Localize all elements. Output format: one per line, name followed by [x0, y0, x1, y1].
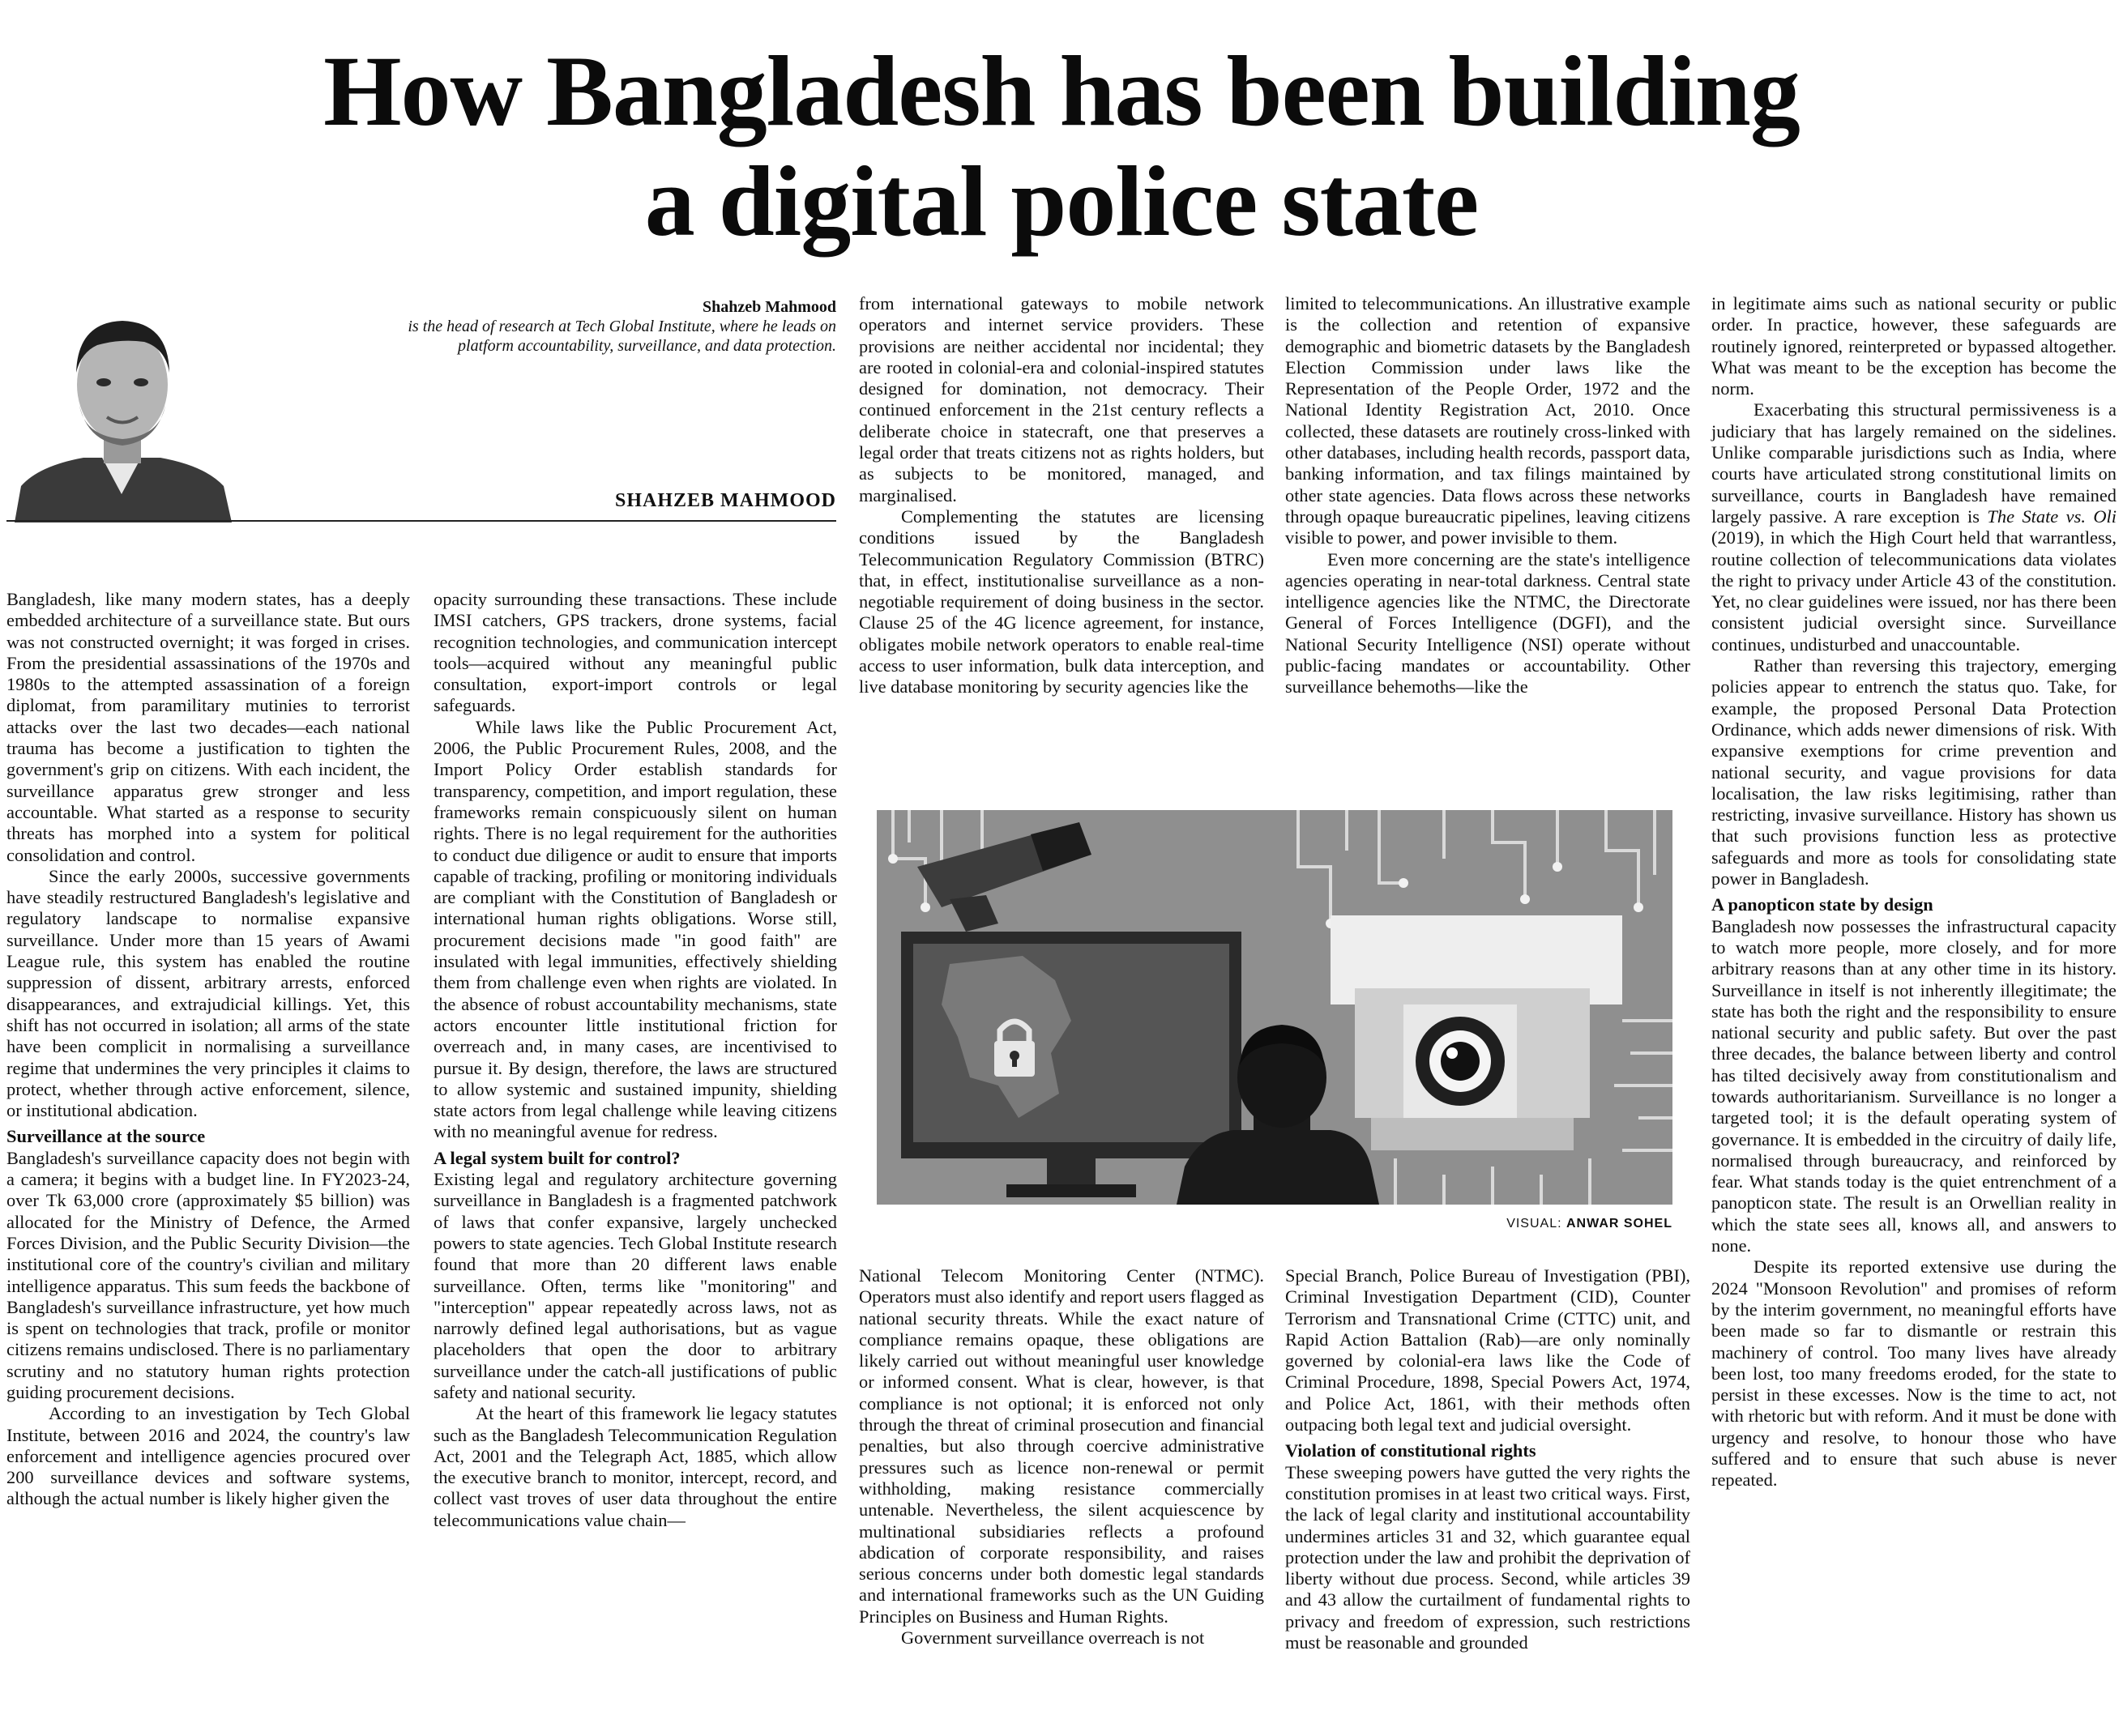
section-heading: Surveillance at the source — [6, 1126, 206, 1147]
article-column-3-top — [859, 293, 1264, 698]
section-heading: A legal system built for control? — [434, 1147, 681, 1168]
author-bio-line-2: platform accountability, surveillance, and data protection. — [458, 337, 836, 355]
paragraph-text: (2019), in which the High Court held that warrantless, routine collection of telecommunications data violates the right to privacy under Article 43 of the constitution. Yet, no clear guidelines were issued, nor has there been consistent judicial oversight since. Surveillance continues, undisturbed and unaccountable. — [1711, 527, 2117, 655]
paragraph: While laws like the Public Procurement Act, 2006, the Public Procurement Rules, 2008, and the Import Policy Order establish standards for transparency, competition, and import regulation, these frameworks remain conspicuously silent on human rights. There is no legal requirement for the authorities to conduct due diligence or audit to ensure that imports capable of tracking, profiling or monitoring individuals are compliant with the Constitution of Bangladesh or international human rights obligations. Worse still, procurement decisions made "in good faith" are insulated with legal immunities, effectively shielding them from challenge even when rights are violated. In the absence of robust accountability mechanisms, state actors encounter little institutional friction for overreach and, in many cases, are incentivised to pursue it. By design, therefore, the laws are structured to allow systemic and sustained impunity, shielding state actors from legal challenge while leaving citizens with no meaningful avenue for redress. — [434, 716, 837, 1142]
article-column-5 — [1711, 293, 2117, 1491]
paragraph: Since the early 2000s, successive governments have steadily restructured Bangladesh's legislative and regulatory landscape to normalise expansive surveillance. Under more than 15 years of Awami League rule, this system has enabled the routine suppression of dissent, arbitrary arrests, enforced disappearances, and extrajudicial killings. Yet, this shift has not occurred in isolation; all arms of the state have been complicit in normalising a surveillance regime that undermines the very principles it claims to protect, whether through active enforcement, silence, or institutional abdication. — [6, 865, 410, 1121]
paragraph: Bangladesh's surveillance capacity does not begin with a camera; it begins with a budget line. In FY2023-24, over Tk 63,000 crore (approximately $5 billion) was allocated for the Ministry of Defence, the Armed Forces Division, and the Public Security Division—the institutional core of the country's civilian and military intelligence apparatus. This sum feeds the backbone of Bangladesh's surveillance infrastructure, yet how much is spent on technologies that track, profile or monitor citizens remains undisclosed. There is no parliamentary scrutiny and no statutory human rights protection guiding procurement decisions. — [6, 1147, 410, 1402]
image-credit — [1378, 1217, 1672, 1231]
paragraph: Despite its reported extensive use during the 2024 "Monsoon Revolution" and promises of reform by the interim government, no meaningful efforts have been made so far to dismantle or restrain this machinery of control. Too many lives have already been lost, too many freedoms eroded, for the state to persist in these excesses. Now is the time to act, not with rhetoric but with reform. And it must be done with urgency and resolve, to honour those who have suffered and to ensure that such abuse is never repeated. — [1711, 1256, 2117, 1491]
credit-label: VISUAL: — [1506, 1217, 1562, 1231]
article-column-1 — [6, 589, 410, 1510]
byline-divider — [6, 520, 836, 522]
paragraph: National Telecom Monitoring Center (NTMC). Operators must also identify and report users flagged as national security threats. While the exact nature of compliance remains opaque, these obligations are likely carried out without meaningful user knowledge or informed consent. What is clear, however, is that compliance is not optional; it is enforced not only through the threat of criminal prosecution and financial penalties, but also through coercive administrative pressures such as licence non-renewal or permit withholding, making resistance commercially untenable. Nevertheless, the silent acquiescence by multinational subsidiaries reflects a profound abdication of corporate responsibility, and raises serious concerns under both domestic legal standards and international frameworks such as the UN Guiding Principles on Business and Human Rights. — [859, 1265, 1264, 1627]
paragraph — [1711, 399, 2117, 655]
paragraph: opacity surrounding these transactions. These include IMSI catchers, GPS trackers, drone systems, facial recognition technologies, and communication intercept tools—acquired without any meaningful public consultation, export-import controls or legal safeguards. — [434, 589, 837, 716]
article-column-3-bottom — [859, 1265, 1264, 1649]
author-byline: SHAHZEB MAHMOOD — [614, 490, 836, 511]
headline-line-2: a digital police state — [644, 146, 1479, 257]
headline — [0, 36, 2123, 257]
section-heading: Violation of constitutional rights — [1285, 1440, 1536, 1461]
paragraph: Bangladesh now possesses the infrastructural capacity to watch more people, more closely, and for more arbitrary reasons than at any other time in its history. Surveillance in itself is not inherently illegitimate; the state has both the right and the responsibility to ensure national security and public safety. But over the past three decades, the balance between liberty and control has tilted decisively away from constitutionalism and towards authoritarianism. Surveillance is no longer a targeted tool; it is the default operating system of governance. It is embedded in the circuitry of daily life, normalised through bureaucracy, and reinforced by fear. What stands today is the quiet entrenchment of a panopticon state. The result is an Orwellian reality in which the state sees all, knows all, and answers to none. — [1711, 915, 2117, 1256]
paragraph: At the heart of this framework lie legacy statutes such as the Bangladesh Telecommunication Regulation Act, 2001 and the Telegraph Act, 1885, which allow the executive branch to monitor, intercept, record, and collect vast troves of user data throughout the entire telecommunications value chain— — [434, 1403, 837, 1530]
paragraph: These sweeping powers have gutted the very rights the constitution promises in at least two critical ways. First, the lack of legal clarity and institutional accountability undermines articles 31 and 32, which guarantee equal protection under the law and prohibit the deprivation of liberty without due process. Second, while articles 39 and 43 allow the curtailment of fundamental rights to privacy and freedom of expression, such restrictions must be reasonable and grounded — [1285, 1461, 1690, 1653]
headline-line-1: How Bangladesh has been building — [323, 36, 1800, 147]
author-portrait — [6, 292, 237, 523]
paragraph: Even more concerning are the state's intelligence agencies operating in near-total darkness. Central state intelligence agencies like the NTMC, the Directorate General of Forces Intelligence (DGFI), and the National Security Intelligence (NSI) operate without public-facing mandates or accountability. Other surveillance behemoths—like the — [1285, 548, 1690, 697]
section-heading: A panopticon state by design — [1711, 894, 1933, 915]
paragraph-text: Exacerbating this structural permissiveness is a judiciary that has largely remained on the sidelines. Unlike comparable jurisdictions such as India, where courts have articulated strong constitutional limits on surveillance, courts in Bangladesh have remained largely passive. A rare exception is — [1711, 399, 2117, 527]
paragraph: According to an investigation by Tech Global Institute, between 2016 and 2024, the country's law enforcement and intelligence agencies procured over 200 surveillance devices and software systems, although the actual number is likely higher given the — [6, 1403, 410, 1509]
paragraph: Special Branch, Police Bureau of Investigation (PBI), Criminal Investigation Department (CID), Counter Terrorism and Transnational Crime (CTTC) unit, and Rapid Action Battalion (Rab)—are only nominally governed by colonial-era laws like the Code of Criminal Procedure, 1898, Special Powers Act, 1974, and Police Act, 1861, with their methods often outpacing both legal text and judicial oversight. — [1285, 1265, 1690, 1435]
article-column-4-top — [1285, 293, 1690, 698]
paragraph: from international gateways to mobile network operators and internet service providers. These provisions are neither accidental nor incidental; they are rooted in colonial-era and colonial-inspired statutes designed for domination, not democracy. Their continued enforcement in the 21st century reflects a deliberate choice in statecraft, one that preserves a legal order that treats citizens not as rights holders, but as subjects to be monitored, managed, and marginalised. — [859, 293, 1264, 505]
paragraph: limited to telecommunications. An illustrative example is the collection and retention of expansive demographic and biometric datasets by the Bangladesh Election Commission under laws like the Representation of the People Order, 1972 and the National Identity Registration Act, 2010. Once collected, these datasets are routinely cross-linked with other databases, including health records, passport data, banking information, and tax filings maintained by other state agencies. Data flows across these networks through opaque bureaucratic pipelines, leaving citizens visible to power, and power invisible to them. — [1285, 293, 1690, 548]
paragraph: Government surveillance overreach is not — [901, 1627, 1205, 1649]
paragraph: Rather than reversing this trajectory, emerging policies appear to entrench the status quo. Take, for example, the proposed Personal Data Protection Ordinance, which adds newer dimensions of risk. With expansive exemptions for crime prevention and national security, and vague provisions for data localisation, the law risks legitimising, rather than restricting, invasive surveillance. History has shown us that such provisions function less as protective safeguards and more as tools for consolidating state power in Bangladesh. — [1711, 655, 2117, 889]
author-name: Shahzeb Mahmood — [702, 298, 836, 316]
paragraph: Complementing the statutes are licensing conditions issued by the Bangladesh Telecommunication Regulatory Commission (BTRC) that, in effect, institutionalise surveillance as a non-negotiable requirement of doing business in the sector. Clause 25 of the 4G licence agreement, for instance, obligates mobile network operators to enable real-time access to user information, bulk data interception, and live database monitoring by security agencies like the — [859, 505, 1264, 697]
author-bio — [340, 317, 836, 356]
paragraph: Existing legal and regulatory architecture governing surveillance in Bangladesh is a fragmented patchwork of laws that confer expansive, largely unchecked powers to state agencies. Tech Global Institute research found that more than 20 different laws enable surveillance. Often, terms like "monitoring" and "interception" appear repeatedly across laws, not as narrowly defined legal authorisations, but as vague placeholders that open the door to arbitrary surveillance under the catch-all justifications of public safety and national security. — [434, 1169, 837, 1402]
credit-name: ANWAR SOHEL — [1566, 1217, 1672, 1231]
article-column-4-bottom — [1285, 1265, 1690, 1653]
paragraph: in legitimate aims such as national security or public order. In practice, however, these safeguards are routinely ignored, reinterpreted or bypassed altogether. What was meant to be the exception has become the norm. — [1711, 293, 2117, 399]
article-column-2 — [434, 589, 837, 1531]
case-citation: The State vs. Oli — [1987, 505, 2117, 527]
paragraph: Bangladesh, like many modern states, has a deeply embedded architecture of a surveillance state. But ours was not constructed overnight; it was forged in crises. From the presidential assassinations of the 1970s and 1980s to the attempted assassination of a foreign diplomat, from paramilitary mutinies to terrorist attacks over the last two decades—each national trauma has become a justification to tighten the government's grip on citizens. With each incident, the surveillance apparatus grew stronger and less accountable. What started as a response to security threats has morphed into a system for political consolidation and control. — [6, 589, 410, 865]
surveillance-illustration — [877, 810, 1672, 1205]
author-bio-line-1: is the head of research at Tech Global Institute, where he leads on — [408, 318, 836, 335]
